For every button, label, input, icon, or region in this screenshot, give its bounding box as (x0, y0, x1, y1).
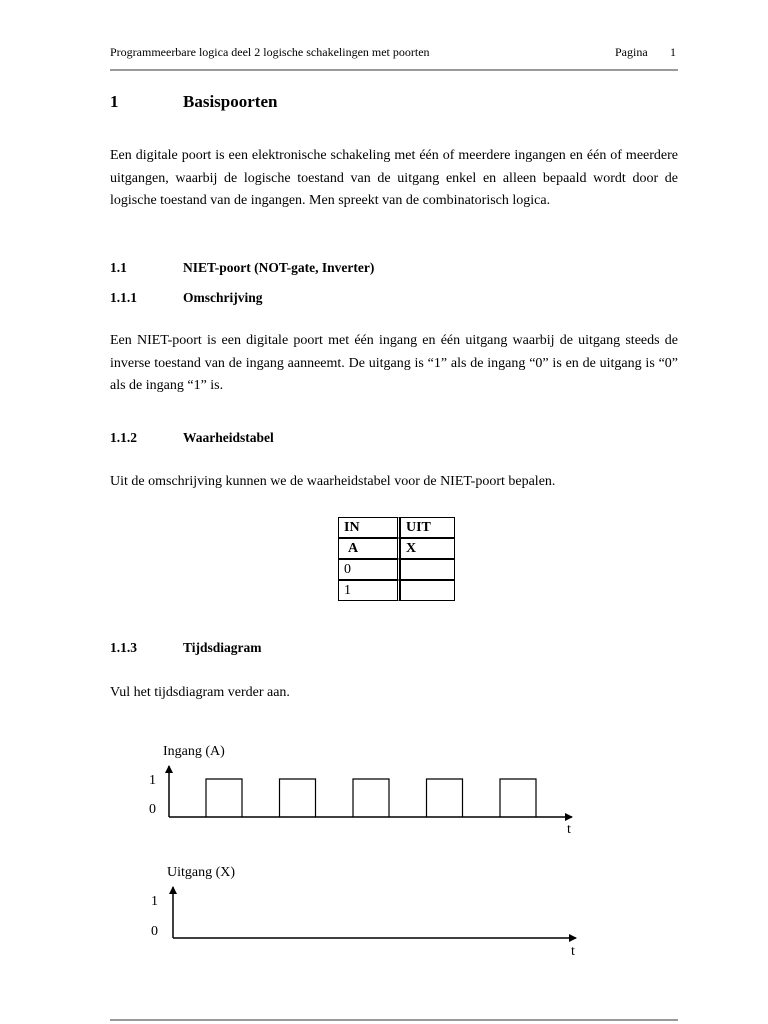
section-1-1-1-number: 1.1.1 (110, 290, 137, 305)
input-pulse (280, 779, 316, 817)
section-1-1-3-paragraph: Vul het tijdsdiagram verder aan. (110, 685, 290, 700)
section-1-title: Basispoorten (183, 92, 278, 111)
input-pulses (206, 779, 536, 817)
input-pulse (500, 779, 536, 817)
truth-table-subheader-x: X (400, 538, 455, 559)
section-1-1-number: 1.1 (110, 260, 127, 275)
page-header-title: Programmeerbare logica deel 2 logische schakelingen met poorten (110, 45, 430, 59)
footer-divider (110, 1019, 678, 1021)
output-signal-label: Uitgang (X) (167, 865, 236, 880)
truth-table-cell-input: 1 (338, 580, 400, 601)
input-time-label: t (567, 822, 571, 837)
section-1-intro-paragraph: Een digitale poort is een elektronische schakeling met één of meerdere ingangen en één of meerdere uitgangen, waarbij de logische toestand van de uitgang enkel en alleen bepaald wordt door de logische toestand van de ingangen. Men spreekt van de combinatorisch logica. (110, 148, 678, 208)
page-header-page-label: Pagina (615, 45, 648, 59)
section-1-1-3-number: 1.1.3 (110, 640, 137, 655)
section-1-1-1-paragraph: Een NIET-poort is een digitale poort met één ingang en één uitgang waarbij de uitgang steeds de inverse toestand van de ingang aanneemt. De uitgang is “1” als de ingang “0” is en de uitgang is “0” als de ingang “1” is. (110, 333, 678, 393)
section-1-1-2-number: 1.1.2 (110, 430, 137, 445)
section-1-1-title: NIET-poort (NOT-gate, Inverter) (183, 260, 375, 275)
input-level-low-label: 0 (149, 802, 156, 817)
page-header-page-number: 1 (670, 45, 676, 59)
section-1-1-2-title: Waarheidstabel (183, 430, 274, 445)
input-pulse (206, 779, 242, 817)
output-time-label: t (571, 944, 575, 959)
section-1-number: 1 (110, 92, 119, 111)
output-level-low-label: 0 (151, 924, 158, 939)
section-1-1-2-paragraph: Uit de omschrijving kunnen we de waarheidstabel voor de NIET-poort bepalen. (110, 474, 556, 489)
input-pulse (353, 779, 389, 817)
truth-table-header-uit: UIT (400, 517, 455, 538)
section-1-1-1-title: Omschrijving (183, 290, 263, 305)
output-level-high-label: 1 (151, 894, 158, 909)
input-pulse (427, 779, 463, 817)
input-signal-label: Ingang (A) (163, 744, 225, 759)
truth-table-cell-input: 0 (338, 559, 400, 580)
input-level-high-label: 1 (149, 773, 156, 788)
section-1-1-3-title: Tijdsdiagram (183, 640, 262, 655)
truth-table-header-in: IN (338, 517, 400, 538)
truth-table-subheader-a: A (338, 538, 400, 559)
